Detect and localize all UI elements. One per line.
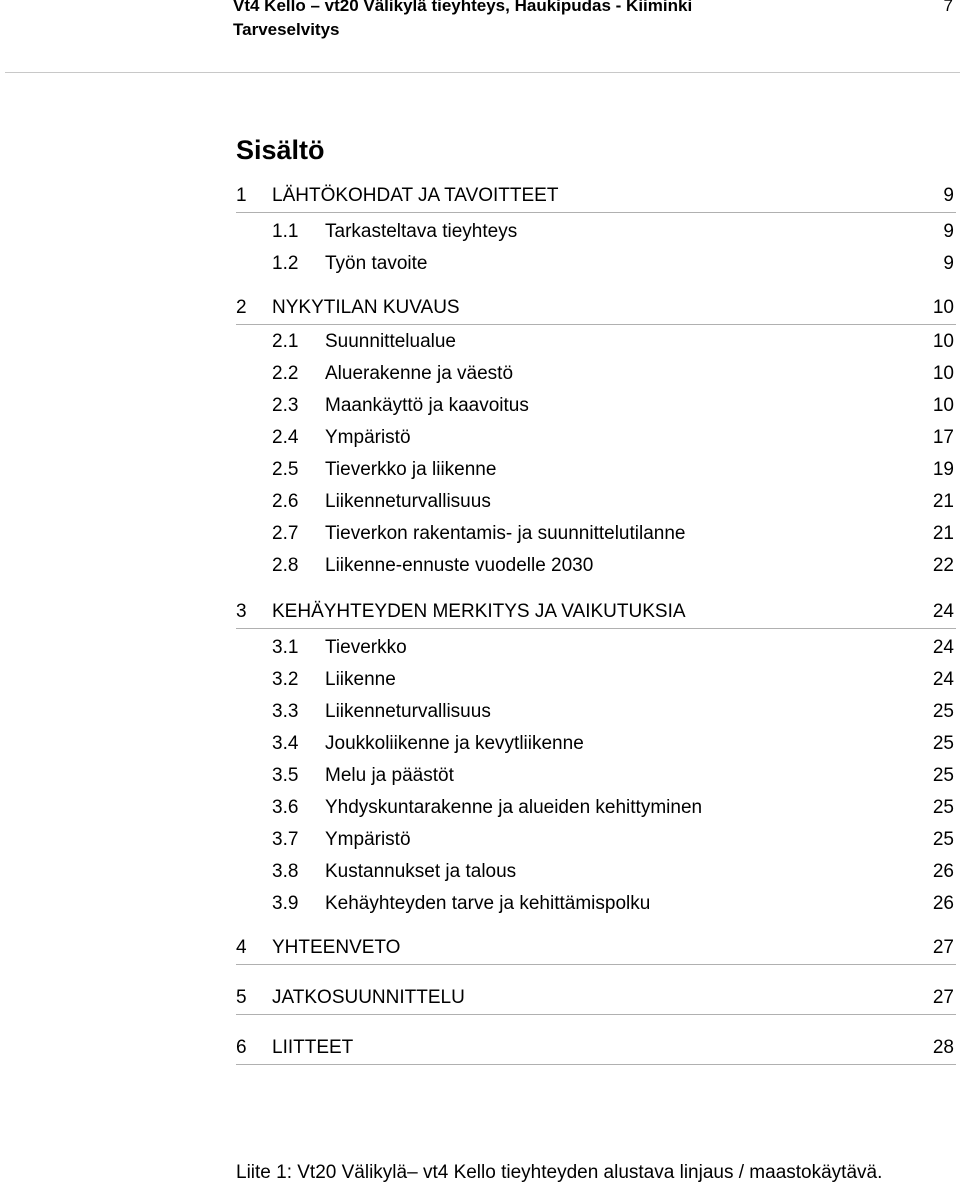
toc-entry-page: 9 [943,221,954,242]
toc-section-entry[interactable] [236,888,956,920]
toc-entry-number: 2.1 [272,331,299,352]
toc-entry-page: 25 [932,797,954,818]
toc-section-entry[interactable] [236,454,956,486]
toc-entry-number: 4 [236,937,247,958]
toc-entry-page: 26 [932,861,954,882]
toc-section-entry[interactable] [236,248,956,280]
toc-entry-title: Liikenneturvallisuus [325,491,491,512]
toc-section-entry[interactable] [236,664,956,696]
toc-section-entry[interactable] [236,632,956,664]
toc-entry-page: 26 [932,893,954,914]
toc-entry-title: Yhdyskuntarakenne ja alueiden kehittyminen [325,797,703,818]
toc-entry-page: 9 [943,253,954,274]
toc-entry-title: Joukkoliikenne ja kevytliikenne [325,733,584,754]
toc-entry-number: 1 [236,185,247,206]
toc-entry-number: 3.1 [272,637,299,658]
toc-section-entry[interactable] [236,216,956,248]
toc-entry-title: LÄHTÖKOHDAT JA TAVOITTEET [272,185,559,206]
toc-entry-number: 3.6 [272,797,299,818]
page-number: 7 [943,0,953,15]
toc-section-entry[interactable] [236,326,956,358]
toc-entry-number: 2.7 [272,523,299,544]
toc-entry-title: Tieverkko ja liikenne [325,459,497,480]
toc-entry-page: 24 [932,601,954,622]
toc-section-entry[interactable] [236,550,956,582]
page-header [233,0,955,75]
toc-entry-title: Ympäristö [325,829,411,850]
toc-section-entry[interactable] [236,824,956,856]
toc-entry-title: Maankäyttö ja kaavoitus [325,395,529,416]
toc-entry-title: KEHÄYHTEYDEN MERKITYS JA VAIKUTUKSIA [272,601,686,622]
toc-entry-page: 27 [932,937,954,958]
toc-entry-page: 21 [932,491,954,512]
toc-entry-title: Ympäristö [325,427,411,448]
toc-entry-number: 1.1 [272,221,299,242]
toc-entry-title: Liikenneturvallisuus [325,701,491,722]
toc-entry-page: 27 [932,987,954,1008]
toc-section-entry[interactable] [236,390,956,422]
toc-entry-title: NYKYTILAN KUVAUS [272,297,460,318]
toc-entry-number: 3.7 [272,829,299,850]
toc-entry-page: 10 [932,297,954,318]
toc-entry-number: 6 [236,1037,247,1058]
toc-section-entry[interactable] [236,486,956,518]
toc-entry-number: 2 [236,297,247,318]
toc-entry-title: JATKOSUUNNITTELU [272,987,465,1008]
toc-entry-number: 3.5 [272,765,299,786]
toc-entry-title: Tarkasteltava tieyhteys [325,221,518,242]
toc-section-entry[interactable] [236,518,956,550]
toc-chapter-entry[interactable] [236,292,956,325]
toc-entry-page: 10 [932,395,954,416]
toc-section-entry[interactable] [236,792,956,824]
toc-entry-title: Melu ja päästöt [325,765,454,786]
toc-entry-title: Tieverkko [325,637,407,658]
toc-entry-page: 22 [932,555,954,576]
toc-entry-page: 17 [932,427,954,448]
toc-chapter-entry[interactable] [236,596,956,629]
toc-entry-page: 10 [932,363,954,384]
toc-section-entry[interactable] [236,358,956,390]
toc-entry-title: Työn tavoite [325,253,428,274]
toc-chapter-entry[interactable] [236,180,956,213]
toc-entry-number: 3.9 [272,893,299,914]
toc-entry-title: Kustannukset ja talous [325,861,517,882]
toc-entry-number: 3.3 [272,701,299,722]
toc-entry-number: 2.2 [272,363,299,384]
header-divider [5,72,960,73]
toc-chapter-entry[interactable] [236,1032,956,1065]
document-title: Vt4 Kello – vt20 Välikylä tieyhteys, Haukipudas - Kiiminki [233,0,693,15]
toc-title: Sisältö [236,135,325,165]
toc-entry-page: 25 [932,733,954,754]
toc-section-entry[interactable] [236,728,956,760]
appendix-note: Liite 1: Vt20 Välikylä– vt4 Kello tieyhteyden alustava linjaus / maastokäytävä. [236,1162,883,1183]
toc-entry-number: 2.5 [272,459,299,480]
toc-entry-number: 5 [236,987,247,1008]
toc-entry-number: 3 [236,601,247,622]
toc-entry-number: 3.4 [272,733,299,754]
toc-entry-page: 9 [943,185,954,206]
toc-entry-page: 24 [932,669,954,690]
toc-entry-page: 25 [932,829,954,850]
toc-entry-title: YHTEENVETO [272,937,401,958]
toc-entry-title: Liikenne-ennuste vuodelle 2030 [325,555,594,576]
toc-chapter-entry[interactable] [236,982,956,1015]
toc-entry-number: 2.8 [272,555,299,576]
toc-entry-title: Tieverkon rakentamis- ja suunnittelutilanne [325,523,686,544]
toc-entry-title: Kehäyhteyden tarve ja kehittämispolku [325,893,651,914]
toc-entry-number: 1.2 [272,253,299,274]
toc-entry-number: 2.3 [272,395,299,416]
toc-section-entry[interactable] [236,856,956,888]
toc-entry-page: 21 [932,523,954,544]
document-subtitle: Tarveselvitys [233,20,340,39]
toc-section-entry[interactable] [236,760,956,792]
toc-entry-page: 28 [932,1037,954,1058]
toc-entry-page: 25 [932,701,954,722]
toc-chapter-entry[interactable] [236,932,956,965]
toc-entry-number: 3.8 [272,861,299,882]
toc-entry-title: Aluerakenne ja väestö [325,363,514,384]
toc-entry-page: 19 [932,459,954,480]
toc-section-entry[interactable] [236,422,956,454]
toc-entry-title: LIITTEET [272,1037,354,1058]
toc-entry-number: 3.2 [272,669,299,690]
toc-entry-page: 25 [932,765,954,786]
toc-entry-page: 24 [932,637,954,658]
toc-section-entry[interactable] [236,696,956,728]
toc-entry-title: Suunnittelualue [325,331,456,352]
toc-entry-number: 2.6 [272,491,299,512]
toc-entry-title: Liikenne [325,669,396,690]
toc-entry-page: 10 [932,331,954,352]
toc-entry-number: 2.4 [272,427,299,448]
